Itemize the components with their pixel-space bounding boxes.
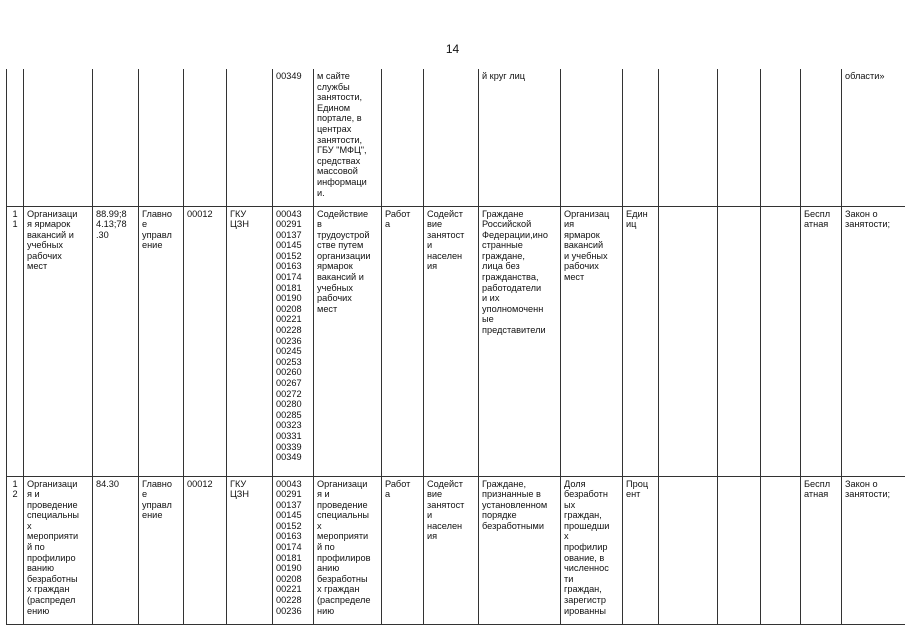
extra-column	[659, 476, 718, 624]
authority-code: 00012	[184, 476, 227, 624]
registry-table	[6, 69, 905, 625]
page-number: 14	[445, 42, 460, 56]
extra-column	[718, 476, 761, 624]
extra-column	[761, 206, 801, 476]
authority	[139, 69, 184, 206]
row-number	[7, 69, 24, 206]
payment-type: Беспл атная	[801, 476, 842, 624]
row-number: 1 2	[7, 476, 24, 624]
legal-basis: области»	[842, 69, 905, 206]
service-type	[382, 69, 424, 206]
institution-codes: 00043 00291 00137 00145 00152 00163 00174 00181 00190 00208 00221 00228 00236	[273, 476, 314, 624]
table-row	[7, 69, 905, 206]
table-row	[7, 476, 905, 624]
service-type: Работ а	[382, 476, 424, 624]
legal-basis: Закон о занятости;	[842, 206, 905, 476]
extra-column	[718, 69, 761, 206]
indicator: Организац ия ярмарок вакансий и учебных рабочих мест	[561, 206, 623, 476]
extra-column	[659, 206, 718, 476]
service-category	[424, 69, 479, 206]
indicator	[561, 69, 623, 206]
authority: Главно е управл ение	[139, 206, 184, 476]
extra-column	[659, 69, 718, 206]
service-content: м сайте службы занятости, Едином портале, в центрах занятости, ГБУ "МФЦ", средствах массовой информаци и.	[314, 69, 382, 206]
service-category: Содейст вие занятост и населен ия	[424, 206, 479, 476]
authority: Главно е управл ение	[139, 476, 184, 624]
recipients: Граждане Российской Федерации,ино странные граждане, лица без гражданства, работодатели и их уполномоченн ые представители	[479, 206, 561, 476]
unit: Проц ент	[623, 476, 659, 624]
legal-basis: Закон о занятости;	[842, 476, 905, 624]
recipients: й круг лиц	[479, 69, 561, 206]
unit: Един иц	[623, 206, 659, 476]
institution: ГКУ ЦЗН	[227, 476, 273, 624]
institution: ГКУ ЦЗН	[227, 206, 273, 476]
extra-column	[718, 206, 761, 476]
payment-type	[801, 69, 842, 206]
okved-code	[93, 69, 139, 206]
service-category: Содейст вие занятост и населен ия	[424, 476, 479, 624]
okved-code: 84.30	[93, 476, 139, 624]
service-content: Содействие в трудоустрой стве путем организации ярмарок вакансий и учебных рабочих мест	[314, 206, 382, 476]
service-type: Работ а	[382, 206, 424, 476]
service-content: Организаци я и проведение специальны х мероприяти й по профилиров анию безработны х граждан (распределе нию	[314, 476, 382, 624]
extra-column	[761, 69, 801, 206]
institution	[227, 69, 273, 206]
service-name	[24, 69, 93, 206]
service-name: Организаци я ярмарок вакансий и учебных рабочих мест	[24, 206, 93, 476]
table-row	[7, 206, 905, 476]
extra-column	[761, 476, 801, 624]
row-number: 1 1	[7, 206, 24, 476]
service-name: Организаци я и проведение специальны х мероприяти й по профилиро ванию безработны х граждан (распредел ению	[24, 476, 93, 624]
recipients: Граждане, признанные в установленном порядке безработными	[479, 476, 561, 624]
institution-codes: 00043 00291 00137 00145 00152 00163 00174 00181 00190 00208 00221 00228 00236 00245 00253 00260 00267 00272 00280 00285 00323 00331 00339 00349	[273, 206, 314, 476]
unit	[623, 69, 659, 206]
okved-code: 88.99;8 4.13;78 .30	[93, 206, 139, 476]
authority-code	[184, 69, 227, 206]
payment-type: Беспл атная	[801, 206, 842, 476]
indicator: Доля безработн ых граждан, прошедши х профилир ование, в численнос ти граждан, зарегистр ированны	[561, 476, 623, 624]
authority-code: 00012	[184, 206, 227, 476]
institution-codes: 00349	[273, 69, 314, 206]
